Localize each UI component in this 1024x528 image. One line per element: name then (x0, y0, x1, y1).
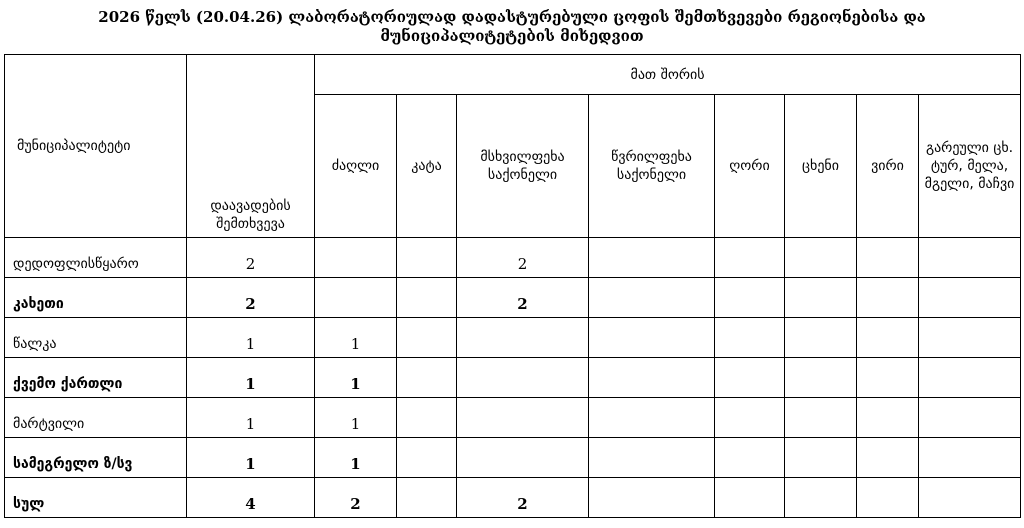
cell-value (785, 358, 857, 398)
title-line-1: 2026 წელს (20.04.26) ლაბორატორიულად დადასტურებული ცოფის შემთხვევები რეგიონებისა და (98, 8, 926, 26)
cell-value (715, 238, 785, 278)
cell-value (919, 238, 1021, 278)
table-row (5, 238, 1021, 278)
cell-value (785, 318, 857, 358)
table-row (5, 278, 1021, 318)
cell-value (397, 398, 457, 438)
cell-value (785, 238, 857, 278)
row-name: ქვემო ქართლი (5, 358, 187, 398)
cell-value (715, 478, 785, 518)
row-name: სამეგრელო ზ/სვ (5, 438, 187, 478)
cell-value: 2 (457, 478, 589, 518)
cell-value: 1 (315, 358, 397, 398)
header-cat: კატა (397, 95, 457, 238)
cell-value: 1 (315, 398, 397, 438)
cell-value (785, 278, 857, 318)
cell-value (457, 318, 589, 358)
cell-value: 2 (457, 278, 589, 318)
header-cases: დაავადების შემთხვევა (187, 55, 315, 238)
cell-value: 4 (187, 478, 315, 518)
cell-value: 2 (187, 278, 315, 318)
cell-value (715, 398, 785, 438)
cell-value: 1 (187, 438, 315, 478)
cell-value (715, 358, 785, 398)
cell-value (857, 438, 919, 478)
cell-value: 1 (315, 438, 397, 478)
header-wild-animals: გარეული ცხ. ტურ, მელა, მგელი, მაჩვი (919, 95, 1021, 238)
cell-value (919, 278, 1021, 318)
table-row (5, 478, 1021, 518)
cell-value (397, 238, 457, 278)
header-donkey: ვირი (857, 95, 919, 238)
cell-value: 2 (187, 238, 315, 278)
cell-value (857, 318, 919, 358)
cell-value (857, 238, 919, 278)
header-cattle: მსხვილფეხა საქონელი (457, 95, 589, 238)
cell-value (457, 438, 589, 478)
row-name: დედოფლისწყარო (5, 238, 187, 278)
cell-value (315, 278, 397, 318)
cell-value (397, 318, 457, 358)
table-row (5, 358, 1021, 398)
cell-value (785, 478, 857, 518)
cell-value: 1 (187, 398, 315, 438)
table-row (5, 438, 1021, 478)
header-municipality: მუნიციპალიტეტი (5, 55, 187, 238)
header-horse: ცხენი (785, 95, 857, 238)
cell-value (589, 278, 715, 318)
cell-value: 1 (187, 358, 315, 398)
cell-value (457, 358, 589, 398)
cell-value: 2 (457, 238, 589, 278)
cell-value (589, 398, 715, 438)
cell-value (857, 278, 919, 318)
cell-value (315, 238, 397, 278)
cell-value (857, 478, 919, 518)
table-row (5, 318, 1021, 358)
cell-value: 2 (315, 478, 397, 518)
cell-value (589, 238, 715, 278)
header-small-ruminants: წვრილფეხა საქონელი (589, 95, 715, 238)
cell-value (919, 438, 1021, 478)
header-among-them: მათ შორის (315, 55, 1021, 95)
table-row (5, 398, 1021, 438)
cell-value (589, 438, 715, 478)
cell-value (589, 478, 715, 518)
rabies-cases-table (4, 54, 1021, 518)
document-title (0, 8, 1024, 46)
cell-value (589, 358, 715, 398)
cell-value: 1 (187, 318, 315, 358)
row-name: კახეთი (5, 278, 187, 318)
cell-value (715, 318, 785, 358)
cell-value (397, 478, 457, 518)
cell-value (919, 358, 1021, 398)
cell-value (715, 438, 785, 478)
cell-value (785, 398, 857, 438)
row-name: მარტვილი (5, 398, 187, 438)
title-line-2: მუნიციპალიტეტების მიხედვით (380, 27, 644, 45)
cell-value (857, 398, 919, 438)
cell-value (919, 318, 1021, 358)
header-pig: ღორი (715, 95, 785, 238)
cell-value (785, 438, 857, 478)
cell-value (397, 358, 457, 398)
row-name: სულ (5, 478, 187, 518)
cell-value (715, 278, 785, 318)
cell-value (589, 318, 715, 358)
cell-value (857, 358, 919, 398)
cell-value (919, 478, 1021, 518)
row-name: წალკა (5, 318, 187, 358)
header-dog: ძაღლი (315, 95, 397, 238)
cell-value (397, 438, 457, 478)
cell-value: 1 (315, 318, 397, 358)
cell-value (919, 398, 1021, 438)
cell-value (397, 278, 457, 318)
cell-value (457, 398, 589, 438)
